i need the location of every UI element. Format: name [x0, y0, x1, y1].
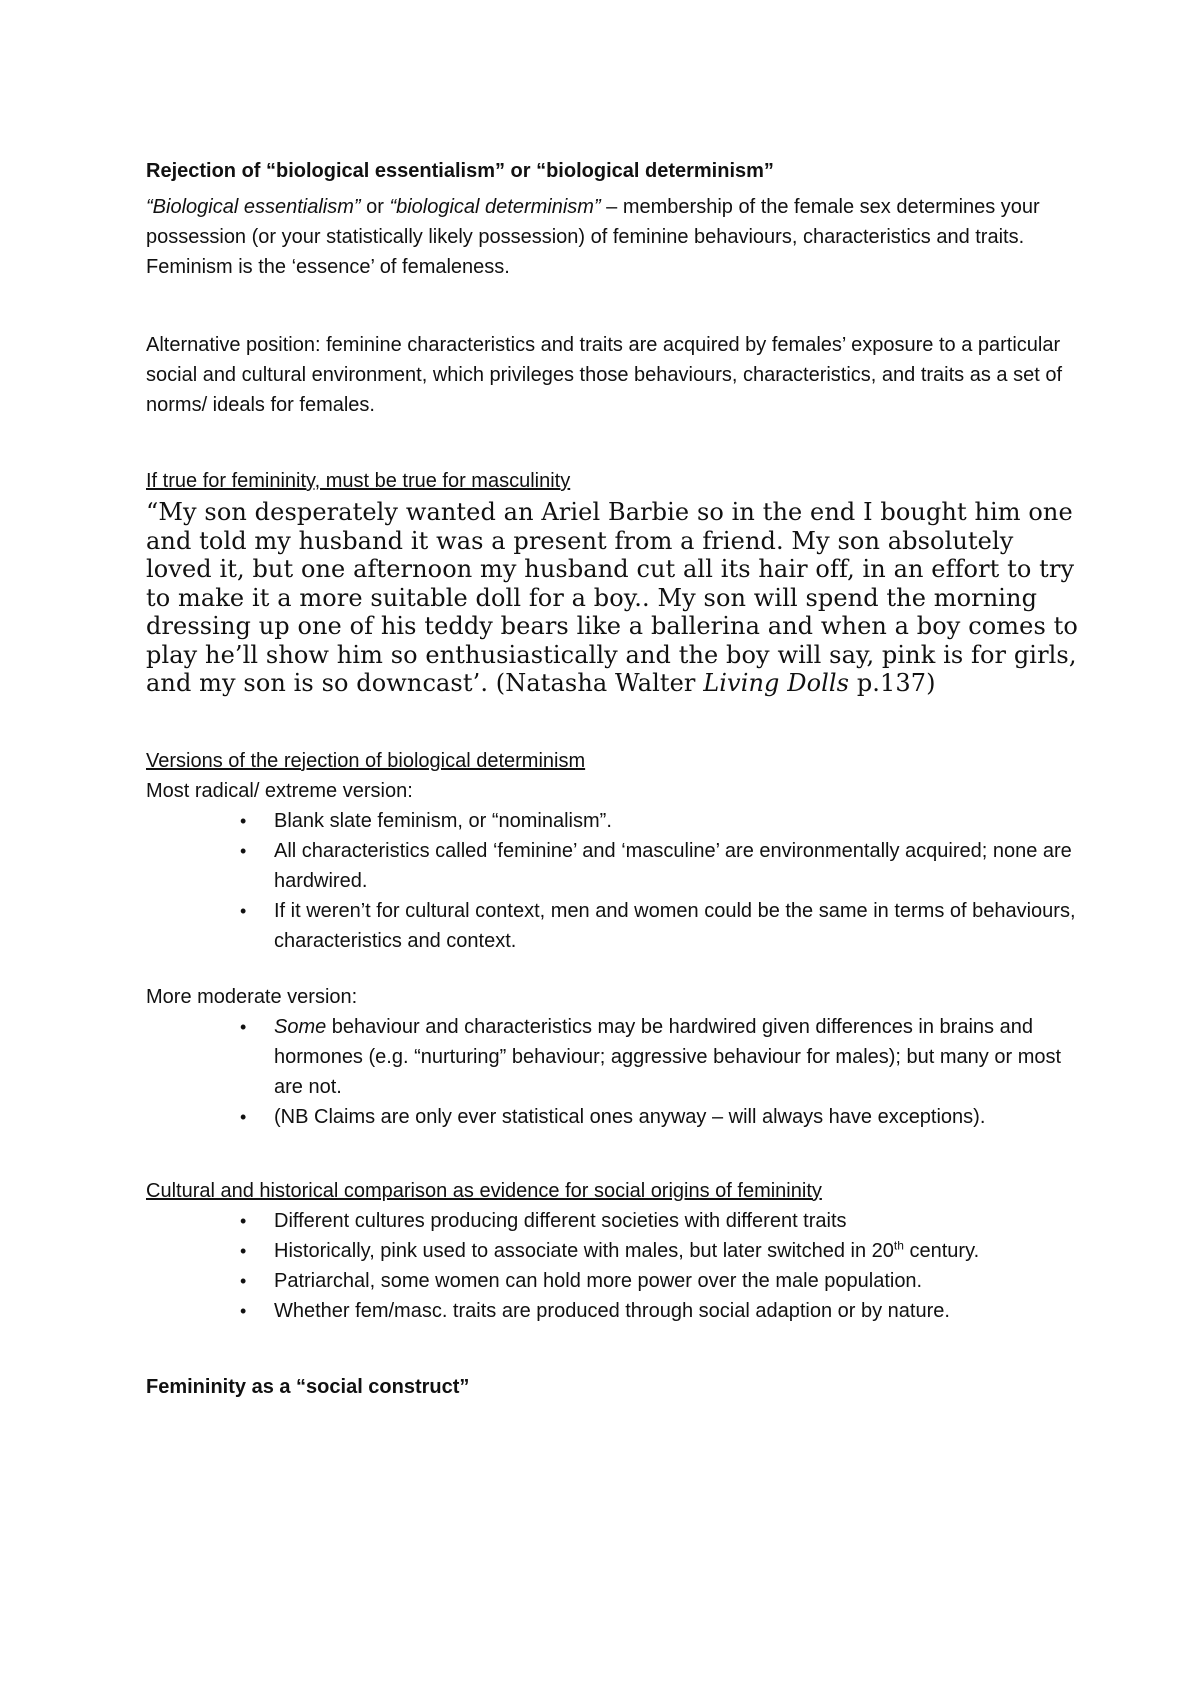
quote-paragraph — [146, 498, 1086, 698]
bullet-icon: • — [240, 810, 247, 831]
list-item: • All characteristics called ‘feminine’ and ‘masculine’ are environmentally acquired; none are hardwired. — [274, 836, 1086, 896]
bullet-icon: • — [240, 1270, 247, 1291]
definition-term-determinism: “biological determinism” — [389, 196, 601, 218]
list-item: • Historically, pink used to associate with males, but later switched in 20th century. — [274, 1236, 1086, 1266]
quote-text: “My son desperately wanted an Ariel Barbie so in the end I bought him one and told my husband it was a present from a friend. My son absolutely loved it, but one afternoon my husband cut all its hair off, in an effort to try to make it a more suitable doll for a boy.. My son will spend the morning dressing up one of his teddy bears like a ballerina and when a boy comes to play he’ll show him so enthusiastically and the boy will say, pink is for girls, and my son is so downcast’. (Natasha Walter — [146, 498, 1078, 697]
section-heading-versions: Versions of the rejection of biological determinism — [146, 749, 586, 772]
definition-text: – membership of the female sex determines your possession (or your statistically likely possession) of feminine behaviours, characteristics and traits. Feminism is the ‘essence’ of femaleness. — [146, 196, 1040, 278]
bullet-icon: • — [240, 900, 247, 921]
bullet-icon: • — [240, 1016, 247, 1037]
cultural-comparison-list — [146, 1206, 1086, 1326]
list-item: • If it weren’t for cultural context, men and women could be the same in terms of behaviours, characteristics and context. — [274, 896, 1086, 956]
section-heading-social-construct: Femininity as a “social construct” — [146, 1375, 470, 1398]
definition-paragraph — [146, 192, 1086, 282]
definition-term-essentialism: “Biological essentialism” — [146, 196, 361, 218]
bullet-icon: • — [240, 1210, 247, 1231]
radical-version-list — [146, 806, 1086, 956]
list-item: • Some behaviour and characteristics may be hardwired given differences in brains and hormones (e.g. “nurturing” behaviour; aggressive behaviour for males); but many or most are not. — [274, 1012, 1086, 1102]
quote-page: p.137) — [849, 669, 936, 697]
list-item: • Different cultures producing different societies with different traits — [274, 1206, 1086, 1236]
definition-or: or — [360, 196, 390, 218]
quote-book-title: Living Dolls — [703, 669, 850, 697]
section-heading-masculinity: If true for femininity, must be true for masculinity — [146, 470, 571, 492]
radical-version-label: Most radical/ extreme version: — [146, 779, 413, 802]
section-heading-biological-essentialism: Rejection of “biological essentialism” or “biological determinism” — [146, 160, 774, 182]
list-item: • Blank slate feminism, or “nominalism”. — [274, 806, 1086, 836]
bullet-icon: • — [240, 1240, 247, 1261]
list-item: • (NB Claims are only ever statistical ones anyway – will always have exceptions). — [274, 1102, 1086, 1132]
list-item: • Whether fem/masc. traits are produced through social adaption or by nature. — [274, 1296, 1086, 1326]
bullet-icon: • — [240, 1300, 247, 1321]
bullet-icon: • — [240, 1106, 247, 1127]
bullet-icon: • — [240, 840, 247, 861]
list-item: • Patriarchal, some women can hold more power over the male population. — [274, 1266, 1086, 1296]
moderate-version-label: More moderate version: — [146, 985, 358, 1008]
moderate-version-list — [146, 1012, 1086, 1132]
section-heading-cultural-comparison: Cultural and historical comparison as evidence for social origins of femininity — [146, 1179, 822, 1202]
document-content — [146, 156, 1086, 1402]
alternative-position-paragraph: Alternative position: feminine characteristics and traits are acquired by females’ exposure to a particular social and cultural environment, which privileges those behaviours, characteristics, and traits as a set of norms/ ideals for females. — [146, 334, 1063, 416]
